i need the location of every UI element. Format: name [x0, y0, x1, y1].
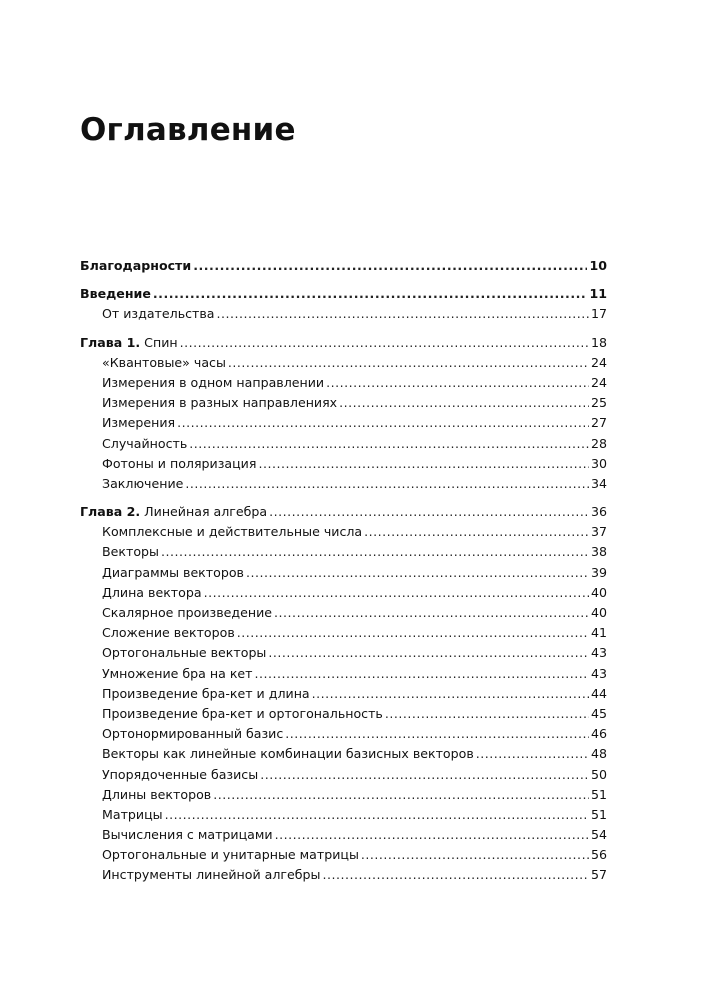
dot-leader	[204, 583, 589, 603]
toc-entry-label: Случайность	[102, 435, 188, 451]
toc-entry-label: Длина вектора	[102, 584, 202, 600]
dot-leader	[217, 304, 589, 324]
toc-entry-section[interactable]	[80, 865, 607, 885]
toc-entry-label: Матрицы	[102, 806, 163, 822]
toc-page-number: 50	[590, 766, 607, 782]
dot-leader	[258, 454, 589, 474]
toc-page-number: 48	[590, 746, 607, 762]
toc-entry-section[interactable]	[80, 603, 607, 623]
toc-entry-chapter[interactable]	[80, 333, 607, 353]
toc-entry-section[interactable]	[80, 434, 607, 454]
toc-page-number: 30	[590, 455, 607, 471]
toc-entry-label: Длины векторов	[102, 786, 212, 802]
toc-page-number: 24	[590, 354, 607, 370]
toc-entry-title	[80, 284, 151, 304]
dot-leader	[268, 643, 589, 663]
toc-entry-section[interactable]	[80, 474, 607, 494]
toc-entry-label: Измерения в разных направлениях	[102, 395, 338, 411]
dot-leader	[385, 704, 589, 724]
toc-entry-section[interactable]	[80, 785, 607, 805]
toc-entry-label: Ортогональные векторы	[102, 645, 267, 661]
toc-page-number: 44	[590, 685, 607, 701]
toc-entry-title	[102, 474, 183, 494]
toc-entry-section[interactable]	[80, 563, 607, 583]
dot-leader	[339, 393, 589, 413]
toc-page-number: 34	[590, 475, 607, 491]
toc-page-number: 56	[590, 847, 607, 863]
toc-entry-section[interactable]	[80, 522, 607, 542]
toc-entry-title	[102, 542, 159, 562]
toc-entry-label: Вычисления с матрицами	[102, 827, 273, 843]
dot-leader	[165, 805, 589, 825]
toc-entry-section[interactable]	[80, 393, 607, 413]
toc-entry-title	[80, 502, 267, 522]
toc-page-number: 43	[590, 665, 607, 681]
toc-entry-label: Скалярное произведение	[102, 605, 273, 620]
toc-entry-title	[102, 623, 235, 643]
toc-page-number: 41	[590, 625, 607, 641]
dot-leader	[177, 413, 589, 433]
toc-page-number: 11	[589, 286, 607, 302]
toc-entry-section[interactable]	[80, 353, 607, 373]
dot-leader	[275, 825, 589, 845]
toc-entry-section[interactable]	[80, 664, 607, 684]
toc-page-number: 36	[590, 504, 607, 520]
toc-page-number: 28	[590, 435, 607, 451]
dot-leader	[213, 785, 589, 805]
toc-entry-label: Спин	[144, 334, 178, 350]
dot-leader	[326, 373, 589, 393]
toc-entry-title	[102, 393, 337, 413]
toc-entry-section[interactable]	[80, 373, 607, 393]
toc-entry-chapter[interactable]	[80, 284, 607, 304]
dot-leader	[361, 845, 589, 865]
toc-entry-title	[102, 603, 272, 623]
toc-entry-label: Сложение векторов	[102, 625, 235, 641]
toc-entry-section[interactable]	[80, 724, 607, 744]
table-of-contents	[80, 256, 607, 886]
dot-leader	[476, 744, 589, 764]
toc-entry-chapter[interactable]	[80, 256, 607, 276]
toc-entry-section[interactable]	[80, 845, 607, 865]
toc-page-number: 46	[590, 726, 607, 742]
toc-entry-label: Ортогональные и унитарные матрицы	[102, 847, 359, 863]
chapter-number: Глава 2.	[80, 504, 141, 520]
toc-entry-label: Ортонормированный базис	[102, 726, 284, 742]
toc-entry-label: Векторы как линейные комбинации базисных векторов	[102, 746, 474, 762]
toc-page-number: 38	[590, 544, 607, 560]
toc-page-number: 37	[590, 524, 607, 540]
toc-entry-label: Измерения в одном направлении	[102, 374, 325, 390]
toc-entry-label: Заключение	[102, 475, 184, 491]
toc-entry-section[interactable]	[80, 643, 607, 663]
toc-entry-title	[80, 333, 178, 353]
toc-entry-chapter[interactable]	[80, 502, 607, 522]
toc-entry-title	[102, 805, 163, 825]
toc-entry-title	[102, 765, 258, 785]
toc-entry-label: Измерения	[102, 415, 176, 431]
toc-entry-section[interactable]	[80, 744, 607, 764]
toc-page-number: 24	[590, 374, 607, 390]
toc-entry-title	[102, 583, 202, 603]
toc-entry-label: От издательства	[102, 306, 215, 322]
toc-entry-label: Введение	[80, 286, 151, 302]
toc-entry-title	[102, 704, 383, 724]
toc-entry-label: Фотоны и поляризация	[102, 455, 257, 471]
toc-entry-title	[102, 434, 187, 454]
dot-leader	[255, 664, 589, 684]
toc-page-number: 17	[590, 306, 607, 322]
toc-page-number: 10	[589, 258, 607, 273]
toc-entry-title	[102, 744, 474, 764]
toc-entry-section[interactable]	[80, 583, 607, 603]
toc-page-number: 51	[590, 786, 607, 802]
toc-entry-section[interactable]	[80, 765, 607, 785]
dot-leader	[193, 256, 587, 276]
toc-page-number: 43	[590, 645, 607, 661]
toc-entry-label: Произведение бра-кет и ортогональность	[102, 705, 383, 721]
toc-entry-title	[102, 724, 283, 744]
dot-leader	[161, 542, 589, 562]
toc-page-number: 45	[590, 705, 607, 721]
dot-leader	[312, 684, 589, 704]
toc-entry-title	[102, 643, 266, 663]
toc-page-number: 54	[590, 827, 607, 843]
toc-entry-section[interactable]	[80, 542, 607, 562]
toc-entry-label: Упорядоченные базисы	[102, 766, 259, 782]
toc-entry-label: Векторы	[102, 544, 159, 560]
dot-leader	[246, 563, 589, 583]
toc-entry-label: Умножение бра на кет	[102, 665, 253, 681]
toc-entry-title	[102, 563, 244, 583]
toc-page-number: 18	[590, 334, 607, 350]
toc-entry-section[interactable]	[80, 704, 607, 724]
toc-group	[80, 256, 607, 276]
toc-page-number: 27	[590, 415, 607, 431]
dot-leader	[185, 474, 589, 494]
dot-leader	[189, 434, 589, 454]
toc-page-number: 39	[590, 564, 607, 580]
toc-entry-title	[102, 684, 310, 704]
toc-page-number: 57	[590, 867, 607, 883]
toc-page-number: 51	[590, 806, 607, 822]
toc-group	[80, 284, 607, 324]
toc-entry-title	[102, 865, 321, 885]
dot-leader	[228, 353, 589, 373]
toc-entry-title	[102, 304, 215, 324]
toc-entry-title	[102, 845, 359, 865]
toc-page-number: 40	[590, 605, 607, 620]
toc-entry-section[interactable]	[80, 684, 607, 704]
toc-entry-title	[80, 256, 191, 276]
toc-entry-label: Произведение бра-кет и длина	[102, 685, 310, 701]
toc-page-number: 40	[590, 584, 607, 600]
dot-leader	[364, 522, 589, 542]
toc-entry-label: Диаграммы векторов	[102, 564, 244, 580]
toc-entry-title	[102, 522, 362, 542]
toc-entry-section[interactable]	[80, 805, 607, 825]
toc-group	[80, 502, 607, 886]
toc-entry-label: Инструменты линейной алгебры	[102, 867, 321, 883]
dot-leader	[237, 623, 589, 643]
dot-leader	[285, 724, 589, 744]
toc-entry-section[interactable]	[80, 623, 607, 643]
page-title: Оглавление	[80, 112, 296, 148]
toc-entry-label: Линейная алгебра	[144, 504, 268, 520]
toc-entry-label: Благодарности	[80, 258, 192, 273]
dot-leader	[260, 765, 589, 785]
chapter-number: Глава 1.	[80, 334, 141, 350]
toc-entry-title	[102, 785, 211, 805]
dot-leader	[274, 603, 589, 623]
toc-page-number: 25	[590, 395, 607, 411]
toc-entry-section[interactable]	[80, 825, 607, 845]
dot-leader	[153, 284, 588, 304]
toc-entry-section[interactable]	[80, 304, 607, 324]
dot-leader	[323, 865, 589, 885]
toc-entry-title	[102, 664, 253, 684]
toc-entry-title	[102, 373, 324, 393]
dot-leader	[269, 502, 589, 522]
toc-entry-title	[102, 353, 226, 373]
toc-entry-section[interactable]	[80, 413, 607, 433]
toc-entry-section[interactable]	[80, 454, 607, 474]
dot-leader	[180, 333, 589, 353]
toc-entry-title	[102, 825, 273, 845]
toc-entry-title	[102, 454, 256, 474]
toc-entry-label: Комплексные и действительные числа	[102, 524, 363, 540]
toc-entry-label: «Квантовые» часы	[102, 354, 226, 370]
toc-group	[80, 333, 607, 495]
toc-entry-title	[102, 413, 175, 433]
